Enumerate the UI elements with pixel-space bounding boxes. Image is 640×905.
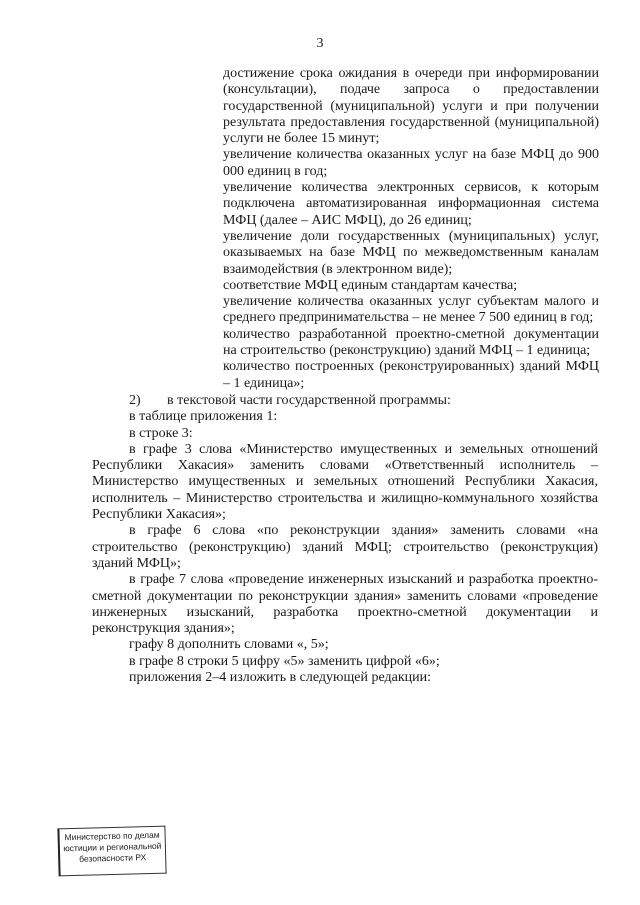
indicator-paragraph: увеличение количества оказанных услуг на базе МФЦ до 900 000 единиц в год;	[223, 147, 599, 179]
body-paragraph: в графе 3 слова «Министерство имущественных и земельных отношений Республики Хакасия» заменить словами «Ответственный исполнитель – Министерство имущественных и земельных отношений Республики Хакасия, исполнитель – Министерство строительства и жилищно-коммунального хозяйства Республики Хакасия»;	[92, 441, 598, 523]
stamp-line: юстиции и региональной	[63, 840, 162, 854]
list-item-2	[92, 393, 598, 409]
body-paragraph: в графе 8 строки 5 цифру «5» заменить цифрой «6»;	[129, 653, 440, 669]
body-paragraph: в графе 6 слова «по реконструкции здания» заменить словами «на строительство (реконструкцию) зданий МФЦ; строительство (реконструкция) зданий МФЦ»;	[92, 523, 598, 571]
indicator-paragraph: количество построенных (реконструированных) зданий МФЦ – 1 единица»;	[223, 359, 599, 391]
body-paragraph: в графе 7 слова «проведение инженерных изысканий и разработка проектно-сметной документации по реконструкции здания» заменить словами «проведение инженерных изысканий, разработка проектно-сметной документации и реконструкция здания»;	[92, 572, 598, 637]
page-number: 3	[316, 36, 324, 51]
indicator-paragraph: количество разработанной проектно-сметной документации на строительство (реконструкцию) зданий МФЦ – 1 единица;	[223, 326, 599, 359]
stamp-line: безопасности РХ	[79, 852, 147, 864]
amendment-text	[92, 393, 598, 686]
indicator-paragraph: увеличение количества электронных сервисов, к которым подключена автоматизированная информационная система МФЦ (далее – АИС МФЦ), до 26 единиц;	[223, 180, 599, 228]
indicator-paragraph: увеличение доли государственных (муниципальных) услуг, оказываемых на базе МФЦ по межведомственным каналам взаимодействия (в электронном виде);	[223, 228, 599, 277]
ministry-stamp	[57, 826, 166, 877]
body-paragraph: в строке 3:	[129, 425, 193, 441]
stamp-line: Министерство по делам	[64, 829, 160, 843]
item-text: в текстовой части государственной программы:	[167, 393, 451, 408]
body-paragraph: приложения 2–4 изложить в следующей редакции:	[129, 670, 432, 686]
body-paragraph: в таблице приложения 1:	[129, 409, 278, 425]
indicator-paragraph: увеличение количества оказанных услуг субъектам малого и среднего предпринимательства – не менее 7 500 единиц в год;	[223, 294, 599, 326]
indicator-paragraph: достижение срока ожидания в очереди при информировании (консультации), подаче запроса о предоставлении государственной (муниципальной) услуги и при получении результата предоставления государственной (муниципальной) услуги не более 15 минут;	[223, 66, 599, 147]
item-number: 2)	[129, 393, 141, 408]
body-paragraph: графу 8 дополнить словами «, 5»;	[129, 637, 329, 653]
indicator-list	[223, 66, 599, 392]
indicator-paragraph: соответствие МФЦ единым стандартам качества;	[223, 277, 518, 293]
